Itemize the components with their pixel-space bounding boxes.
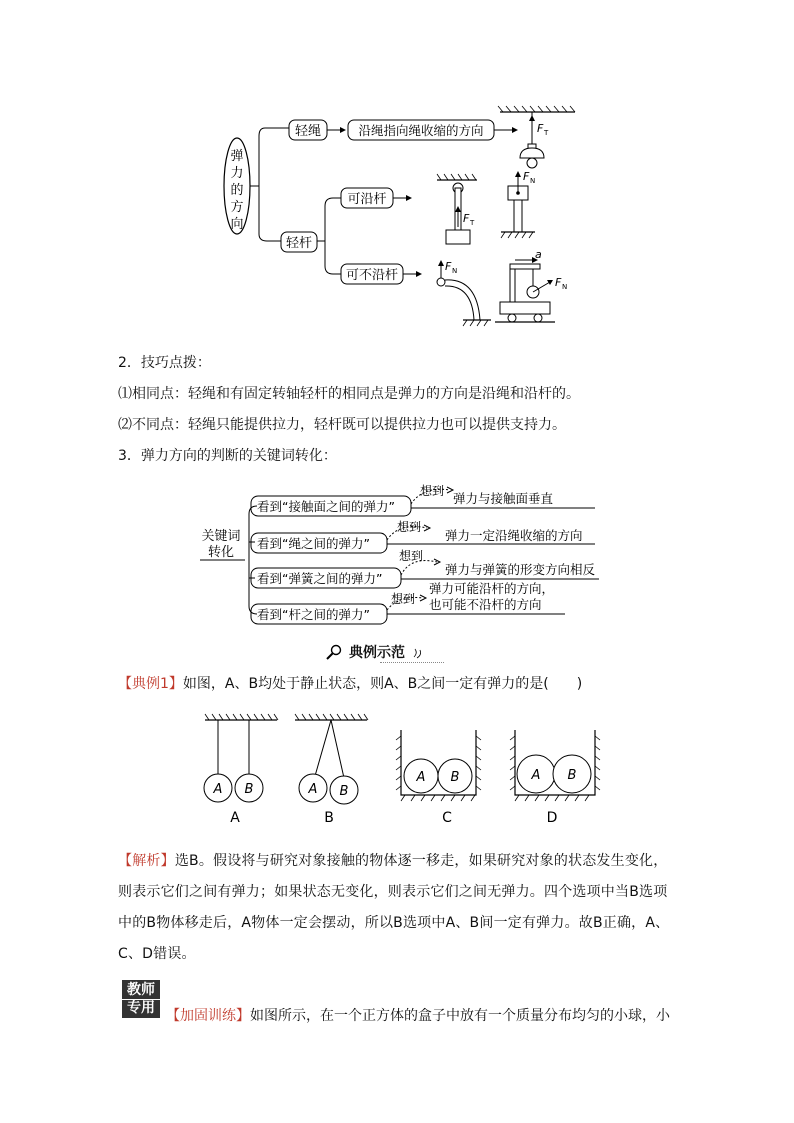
along-rod-label: 可沿杆	[347, 192, 387, 207]
post-block-figure	[501, 170, 535, 238]
think-row-4: 想到	[391, 592, 416, 606]
option-label-c: C	[442, 810, 452, 826]
figure-option-d	[510, 730, 600, 826]
example1-text: 如图，A、B均处于静止状态，则A、B之间一定有弹力的是( )	[182, 676, 583, 692]
cart-figure	[495, 248, 567, 322]
analysis-text: 选B。假设将与研究对象接触的物体逐一移走，如果研究对象的状态发生变化，则表示它们之间有弹力；如果状态无变化，则表示它们之间无弹力。四个选项中当B选项中的B物体移走后，A物体一定会摆动，所以B选项中A、B间一定有弹力。故B正确，A、C、D错误。	[118, 853, 670, 962]
keyword-root-2: 转化	[207, 545, 235, 560]
curved-rod-figure	[437, 260, 491, 326]
fn-sub-curve: N	[452, 267, 458, 275]
see-row-4: 看到“杆之间的弹力”	[257, 607, 370, 622]
example1-tag: 【典例1】	[118, 676, 183, 692]
fn-sub-cart: N	[562, 283, 568, 291]
example-header-text: 典例示范	[349, 645, 405, 661]
example1-question	[118, 674, 582, 694]
ft-sub-rod: T	[470, 219, 475, 227]
fn-sub-post: N	[530, 177, 536, 185]
root-label-1: 弹	[230, 149, 244, 164]
ball-b-option-b: B	[339, 784, 349, 799]
section2-point1: ⑴相同点：轻绳和有固定转轴轻杆的相同点是弹力的方向是沿绳和沿杆的。	[118, 386, 580, 402]
keyword-transform-diagram	[195, 478, 615, 628]
ball-a-option-c: A	[416, 770, 426, 785]
example1-figures	[195, 712, 615, 830]
example-header	[325, 641, 425, 663]
ball-b-option-d: B	[567, 768, 577, 783]
root-brace	[250, 128, 267, 241]
result-row-3: 弹力与弹簧的形变方向相反	[445, 562, 596, 577]
think-row-2: 想到	[397, 520, 422, 534]
root-label-3: 的	[230, 183, 244, 198]
ball-b-option-c: B	[450, 770, 460, 785]
result-row-4a: 弹力可能沿杆的方向，	[429, 581, 555, 596]
option-label-d: D	[546, 810, 558, 826]
result-row-4b: 也可能不沿杆的方向	[429, 597, 542, 612]
ball-a-option-a: A	[213, 782, 223, 797]
section3-heading: 3．弹力方向的判断的关键词转化：	[118, 448, 337, 464]
elastic-direction-diagram	[215, 100, 595, 335]
rope-label: 轻绳	[294, 124, 322, 139]
figure-option-a	[204, 714, 278, 826]
root-label-5: 向	[230, 217, 244, 232]
section2-heading: 2．技巧点拨：	[118, 355, 211, 371]
think-row-1: 想到	[420, 484, 445, 498]
figure-option-b	[295, 714, 368, 826]
rod-label: 轻杆	[285, 236, 313, 251]
think-row-3: 想到	[399, 549, 424, 563]
rope-direction-label: 沿绳指向绳收缩的方向	[358, 123, 484, 138]
not-along-rod-label: 可不沿杆	[345, 268, 399, 283]
result-row-1: 弹力与接触面垂直	[453, 491, 554, 506]
see-row-1: 看到“接触面之间的弹力”	[257, 499, 395, 514]
root-label-2: 力	[230, 166, 244, 181]
fn-label-curve: F	[445, 260, 452, 273]
training-tag: 【加固训练】	[166, 1008, 250, 1024]
option-label-b: B	[324, 810, 334, 826]
keyword-root-1: 关键词	[201, 529, 241, 544]
ft-label-lamp: F	[537, 122, 544, 135]
ball-a-option-b: A	[308, 782, 318, 797]
ball-a-option-d: A	[531, 768, 541, 783]
ball-b-option-a: B	[244, 782, 254, 797]
hanging-lamp-figure	[498, 106, 575, 168]
ft-label-rod: F	[463, 212, 470, 225]
fn-label-post: F	[523, 170, 530, 183]
example-header-underline	[380, 662, 444, 663]
training-text: 如图所示，在一个正方体的盒子中放有一个质量分布均匀的小球，小	[250, 1008, 670, 1024]
ft-sub-lamp: T	[544, 129, 549, 137]
root-label-4: 方	[230, 200, 244, 215]
figure-option-c	[396, 730, 481, 826]
section2-point2: ⑵不同点：轻绳只能提供拉力，轻杆既可以提供拉力也可以提供支持力。	[118, 417, 566, 433]
analysis-paragraph	[118, 846, 674, 970]
magnifier-icon	[325, 644, 343, 660]
option-label-a: A	[230, 810, 240, 826]
fn-label-cart: F	[555, 276, 562, 289]
training-paragraph	[166, 1006, 670, 1026]
accel-label: a	[535, 248, 542, 261]
badge-line-1: 教师	[127, 982, 155, 998]
rod-block-figure	[437, 174, 477, 244]
teacher-only-badge	[122, 980, 160, 1018]
see-row-2: 看到“绳之间的弹力”	[257, 536, 370, 551]
see-row-3: 看到“弹簧之间的弹力”	[257, 571, 383, 586]
result-row-2: 弹力一定沿绳收缩的方向	[445, 528, 583, 543]
analysis-tag: 【解析】	[118, 853, 175, 869]
sparkle-icon	[411, 644, 425, 660]
badge-line-2: 专用	[122, 999, 160, 1017]
